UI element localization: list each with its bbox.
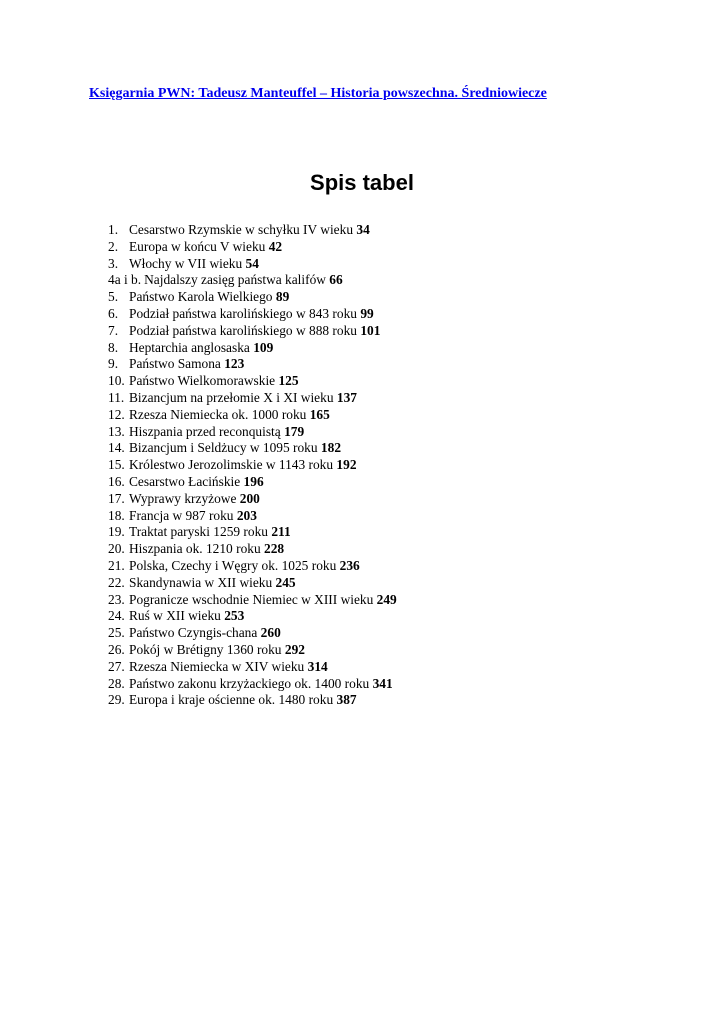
list-item-page-number: 89 <box>275 289 290 305</box>
list-item-title: Cesarstwo Łacińskie <box>129 473 241 489</box>
list-item <box>108 608 397 625</box>
page-title: Spis tabel <box>310 170 414 195</box>
list-item-title: Rzesza Niemiecka ok. 1000 roku <box>129 406 307 422</box>
list-item-number: 24. <box>108 608 125 624</box>
list-item-page-number: 101 <box>360 322 381 338</box>
list-item <box>108 323 397 340</box>
list-item-page-number: 125 <box>278 373 299 389</box>
list-item-page-number: 228 <box>264 541 285 557</box>
list-item-title: Podział państwa karolińskiego w 888 roku <box>129 322 357 338</box>
list-item-number: 16. <box>108 473 125 489</box>
list-item-title: Hiszpania przed reconquistą <box>129 423 281 439</box>
list-item-number: 13. <box>108 423 125 439</box>
list-item-number: 11. <box>108 389 125 405</box>
list-item-number: 21. <box>108 557 125 573</box>
list-item-title: Bizancjum i Seldżucy w 1095 roku <box>129 440 318 456</box>
list-item-page-number: 137 <box>336 389 357 405</box>
list-item <box>108 659 397 676</box>
list-item <box>108 491 397 508</box>
list-item-page-number: 249 <box>376 591 397 607</box>
list-item-page-number: 314 <box>307 658 328 674</box>
list-item-number: 6. <box>108 305 119 321</box>
list-item-title: Państwo Karola Wielkiego <box>129 289 273 305</box>
list-item-page-number: 292 <box>284 641 305 657</box>
list-item-page-number: 54 <box>245 255 259 271</box>
list-item <box>108 256 397 273</box>
list-item-page-number: 42 <box>268 238 283 254</box>
list-item-page-number: 179 <box>284 423 305 439</box>
list-item-number: 12. <box>108 406 125 422</box>
list-item <box>108 373 397 390</box>
list-item-title: Wyprawy krzyżowe <box>129 490 237 506</box>
list-item <box>108 676 397 693</box>
list-item-number: 29. <box>108 692 125 708</box>
list-item-title: Europa i kraje ościenne ok. 1480 roku <box>129 692 334 708</box>
list-item <box>108 289 397 306</box>
list-item-page-number: 109 <box>253 339 274 355</box>
list-item-title: Francja w 987 roku <box>129 507 234 523</box>
list-item-page-number: 34 <box>356 222 370 237</box>
list-item-page-number: 182 <box>320 440 342 456</box>
list-item <box>108 558 397 575</box>
list-item-title: Rzesza Niemiecka w XIV wieku <box>129 658 305 674</box>
list-item-page-number: 203 <box>236 507 257 523</box>
list-item-title: Podział państwa karolińskiego w 843 roku <box>129 305 357 321</box>
list-item-title: Ruś w XII wieku <box>129 608 221 624</box>
list-item-title: Skandynawia w XII wieku <box>129 574 273 590</box>
list-item-number: 27. <box>108 658 125 674</box>
list-item-title: Państwo Czyngis-chana <box>129 625 258 641</box>
list-item-title: Włochy w VII wieku <box>129 255 243 271</box>
list-item <box>108 239 397 256</box>
table-list <box>108 222 397 709</box>
list-item-number: 4a i b. <box>108 272 142 288</box>
list-item-number: 28. <box>108 675 125 691</box>
list-item-title: Najdalszy zasięg państwa kalifów <box>144 272 326 288</box>
list-item-page-number: 200 <box>239 490 260 506</box>
list-item-title: Państwo Samona <box>129 356 221 372</box>
list-item <box>108 306 397 323</box>
list-item-page-number: 260 <box>260 625 281 641</box>
list-item-number: 19. <box>108 524 125 540</box>
list-item-page-number: 99 <box>360 305 374 321</box>
list-item-title: Królestwo Jerozolimskie w 1143 roku <box>129 457 334 473</box>
list-item-page-number: 387 <box>336 692 357 708</box>
list-item-number: 9. <box>108 356 119 372</box>
list-item <box>108 508 397 525</box>
list-item-number: 20. <box>108 541 125 557</box>
list-item <box>108 272 397 289</box>
list-item-page-number: 66 <box>329 272 343 288</box>
list-item-page-number: 165 <box>309 406 330 422</box>
list-item <box>108 340 397 357</box>
list-item-title: Pokój w Brétigny 1360 roku <box>129 641 282 657</box>
list-item <box>108 541 397 558</box>
list-item-page-number: 253 <box>224 608 245 624</box>
list-item-title: Polska, Czechy i Węgry ok. 1025 roku <box>129 557 337 573</box>
header-link[interactable]: Księgarnia PWN: Tadeusz Manteuffel – Historia powszechna. Średniowiecze <box>89 86 547 101</box>
list-item-number: 10. <box>108 373 125 389</box>
list-item-number: 25. <box>108 625 125 641</box>
list-item-number: 23. <box>108 591 125 607</box>
list-item-title: Państwo Wielkomorawskie <box>129 373 276 389</box>
list-item <box>108 440 397 457</box>
list-item-page-number: 196 <box>243 473 264 489</box>
list-item <box>108 390 397 407</box>
list-item-title: Cesarstwo Rzymskie w schyłku IV wieku <box>129 222 354 237</box>
list-item-page-number: 236 <box>339 557 360 573</box>
list-item-title: Heptarchia anglosaska <box>129 339 250 355</box>
list-item-title: Państwo zakonu krzyżackiego ok. 1400 roku <box>129 675 370 691</box>
list-item <box>108 474 397 491</box>
list-item-number: 8. <box>108 339 119 355</box>
list-item <box>108 524 397 541</box>
list-item-number: 14. <box>108 440 125 456</box>
list-item <box>108 642 397 659</box>
list-item-number: 22. <box>108 574 125 590</box>
list-item-title: Hiszpania ok. 1210 roku <box>129 541 261 557</box>
list-item <box>108 692 397 709</box>
list-item-number: 5. <box>108 289 119 305</box>
list-item-page-number: 192 <box>336 457 357 473</box>
list-item-title: Pogranicze wschodnie Niemiec w XIII wieku <box>129 591 374 607</box>
list-item <box>108 625 397 642</box>
list-item-number: 17. <box>108 490 125 506</box>
list-item-title: Traktat paryski 1259 roku <box>129 524 268 540</box>
list-item-page-number: 123 <box>224 356 245 372</box>
list-item <box>108 222 397 239</box>
list-item-page-number: 211 <box>271 524 291 540</box>
list-item-number: 18. <box>108 507 125 523</box>
list-item-number: 3. <box>108 255 119 271</box>
list-item-number: 7. <box>108 322 119 338</box>
list-item-number: 15. <box>108 457 125 473</box>
list-item <box>108 592 397 609</box>
list-item-title: Europa w końcu V wieku <box>129 238 266 254</box>
list-item-number: 26. <box>108 641 125 657</box>
list-item-number: 1. <box>108 222 119 237</box>
list-item <box>108 575 397 592</box>
list-item-page-number: 341 <box>372 675 393 691</box>
list-item-page-number: 245 <box>275 574 296 590</box>
list-item <box>108 424 397 441</box>
list-item <box>108 356 397 373</box>
list-item <box>108 407 397 424</box>
list-item-number: 2. <box>108 238 119 254</box>
list-item-title: Bizancjum na przełomie X i XI wieku <box>129 389 334 405</box>
list-item <box>108 457 397 474</box>
